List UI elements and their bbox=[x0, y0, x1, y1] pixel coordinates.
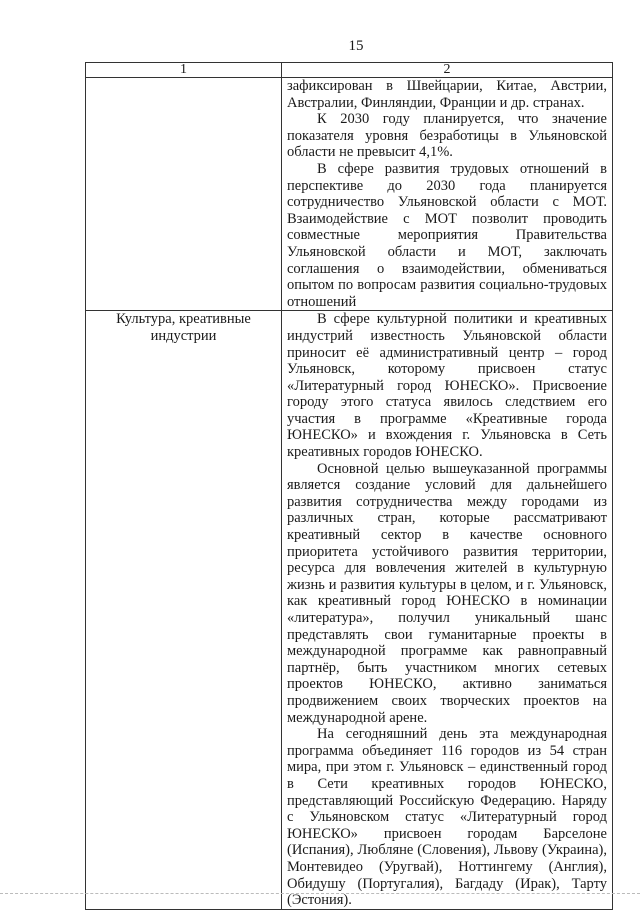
row-label-cell bbox=[86, 78, 282, 311]
paragraph: зафиксирован в Швейцарии, Китае, Австрии, Австралии, Финляндии, Франции и др. странах. bbox=[287, 78, 607, 111]
column-header-1: 1 bbox=[86, 63, 282, 78]
row-content-cell bbox=[282, 78, 613, 311]
paragraph: На сегодняшний день эта международная программа объединяет 116 городов из 54 стран мира, при этом г. Ульяновск – единственный город в Сети креативных городов ЮНЕСКО, представляющий Российскую Федерацию. Наряду с Ульяновском статус «Литературный город ЮНЕСКО» присвоен городам Барселоне (Испания), Любляне (Словения), Львову (Украина), Монтевидео (Уругвай), Ноттингему (Англия), Обидушу (Португалия), Багдаду (Ирак), Тарту (Эстония). bbox=[287, 726, 607, 909]
row-content-cell bbox=[282, 311, 613, 909]
page-number: 15 bbox=[348, 38, 364, 54]
paragraph: К 2030 году планируется, что значение показателя уровня безработицы в Ульяновской области не превысит 4,1%. bbox=[287, 111, 607, 161]
paragraph: В сфере развития трудовых отношений в перспективе до 2030 года планируется сотрудничество Ульяновской области с МОТ. Взаимодействие с МОТ позволит проводить совместные мероприятия Правительства Ульяновской области и МОТ, заключать соглашения о взаимодействии, обмениваться опытом по вопросам развития социально-трудовых отношений bbox=[287, 160, 607, 310]
column-header-2: 2 bbox=[282, 63, 613, 78]
scan-edge-line bbox=[0, 893, 640, 894]
row-label-cell: Культура, креативные индустрии bbox=[86, 311, 282, 909]
paragraph: В сфере культурной политики и креативных индустрий известность Ульяновской области приносит её административный центр – город Ульяновск, которому присвоен статус «Литературный город ЮНЕСКО». Присвоение городу этого статуса явилось следствием его участия в программе «Креативные города ЮНЕСКО» и вхождения г. Ульяновска в Сеть креативных городов ЮНЕСКО. bbox=[287, 311, 607, 461]
document-table bbox=[85, 62, 613, 910]
table-header-row bbox=[86, 63, 613, 78]
table-row bbox=[86, 311, 613, 909]
paragraph: Основной целью вышеуказанной программы является создание условий для дальнейшего развития сотрудничества между городами из различных стран, которые рассматривают креативный сектор в качестве основного приоритета устойчивого развития территории, ресурса для вовлечения жителей в культурную жизнь и развития культуры в целом, и г. Ульяновск, как креативный город ЮНЕСКО в номинации «литература», получил уникальный шанс представлять свои гуманитарные проекты в международной программе как равноправный партнёр, быть участником многих сетевых проектов ЮНЕСКО, активно заниматься продвижением своих творческих проектов на международной арене. bbox=[287, 460, 607, 726]
table-row bbox=[86, 78, 613, 311]
